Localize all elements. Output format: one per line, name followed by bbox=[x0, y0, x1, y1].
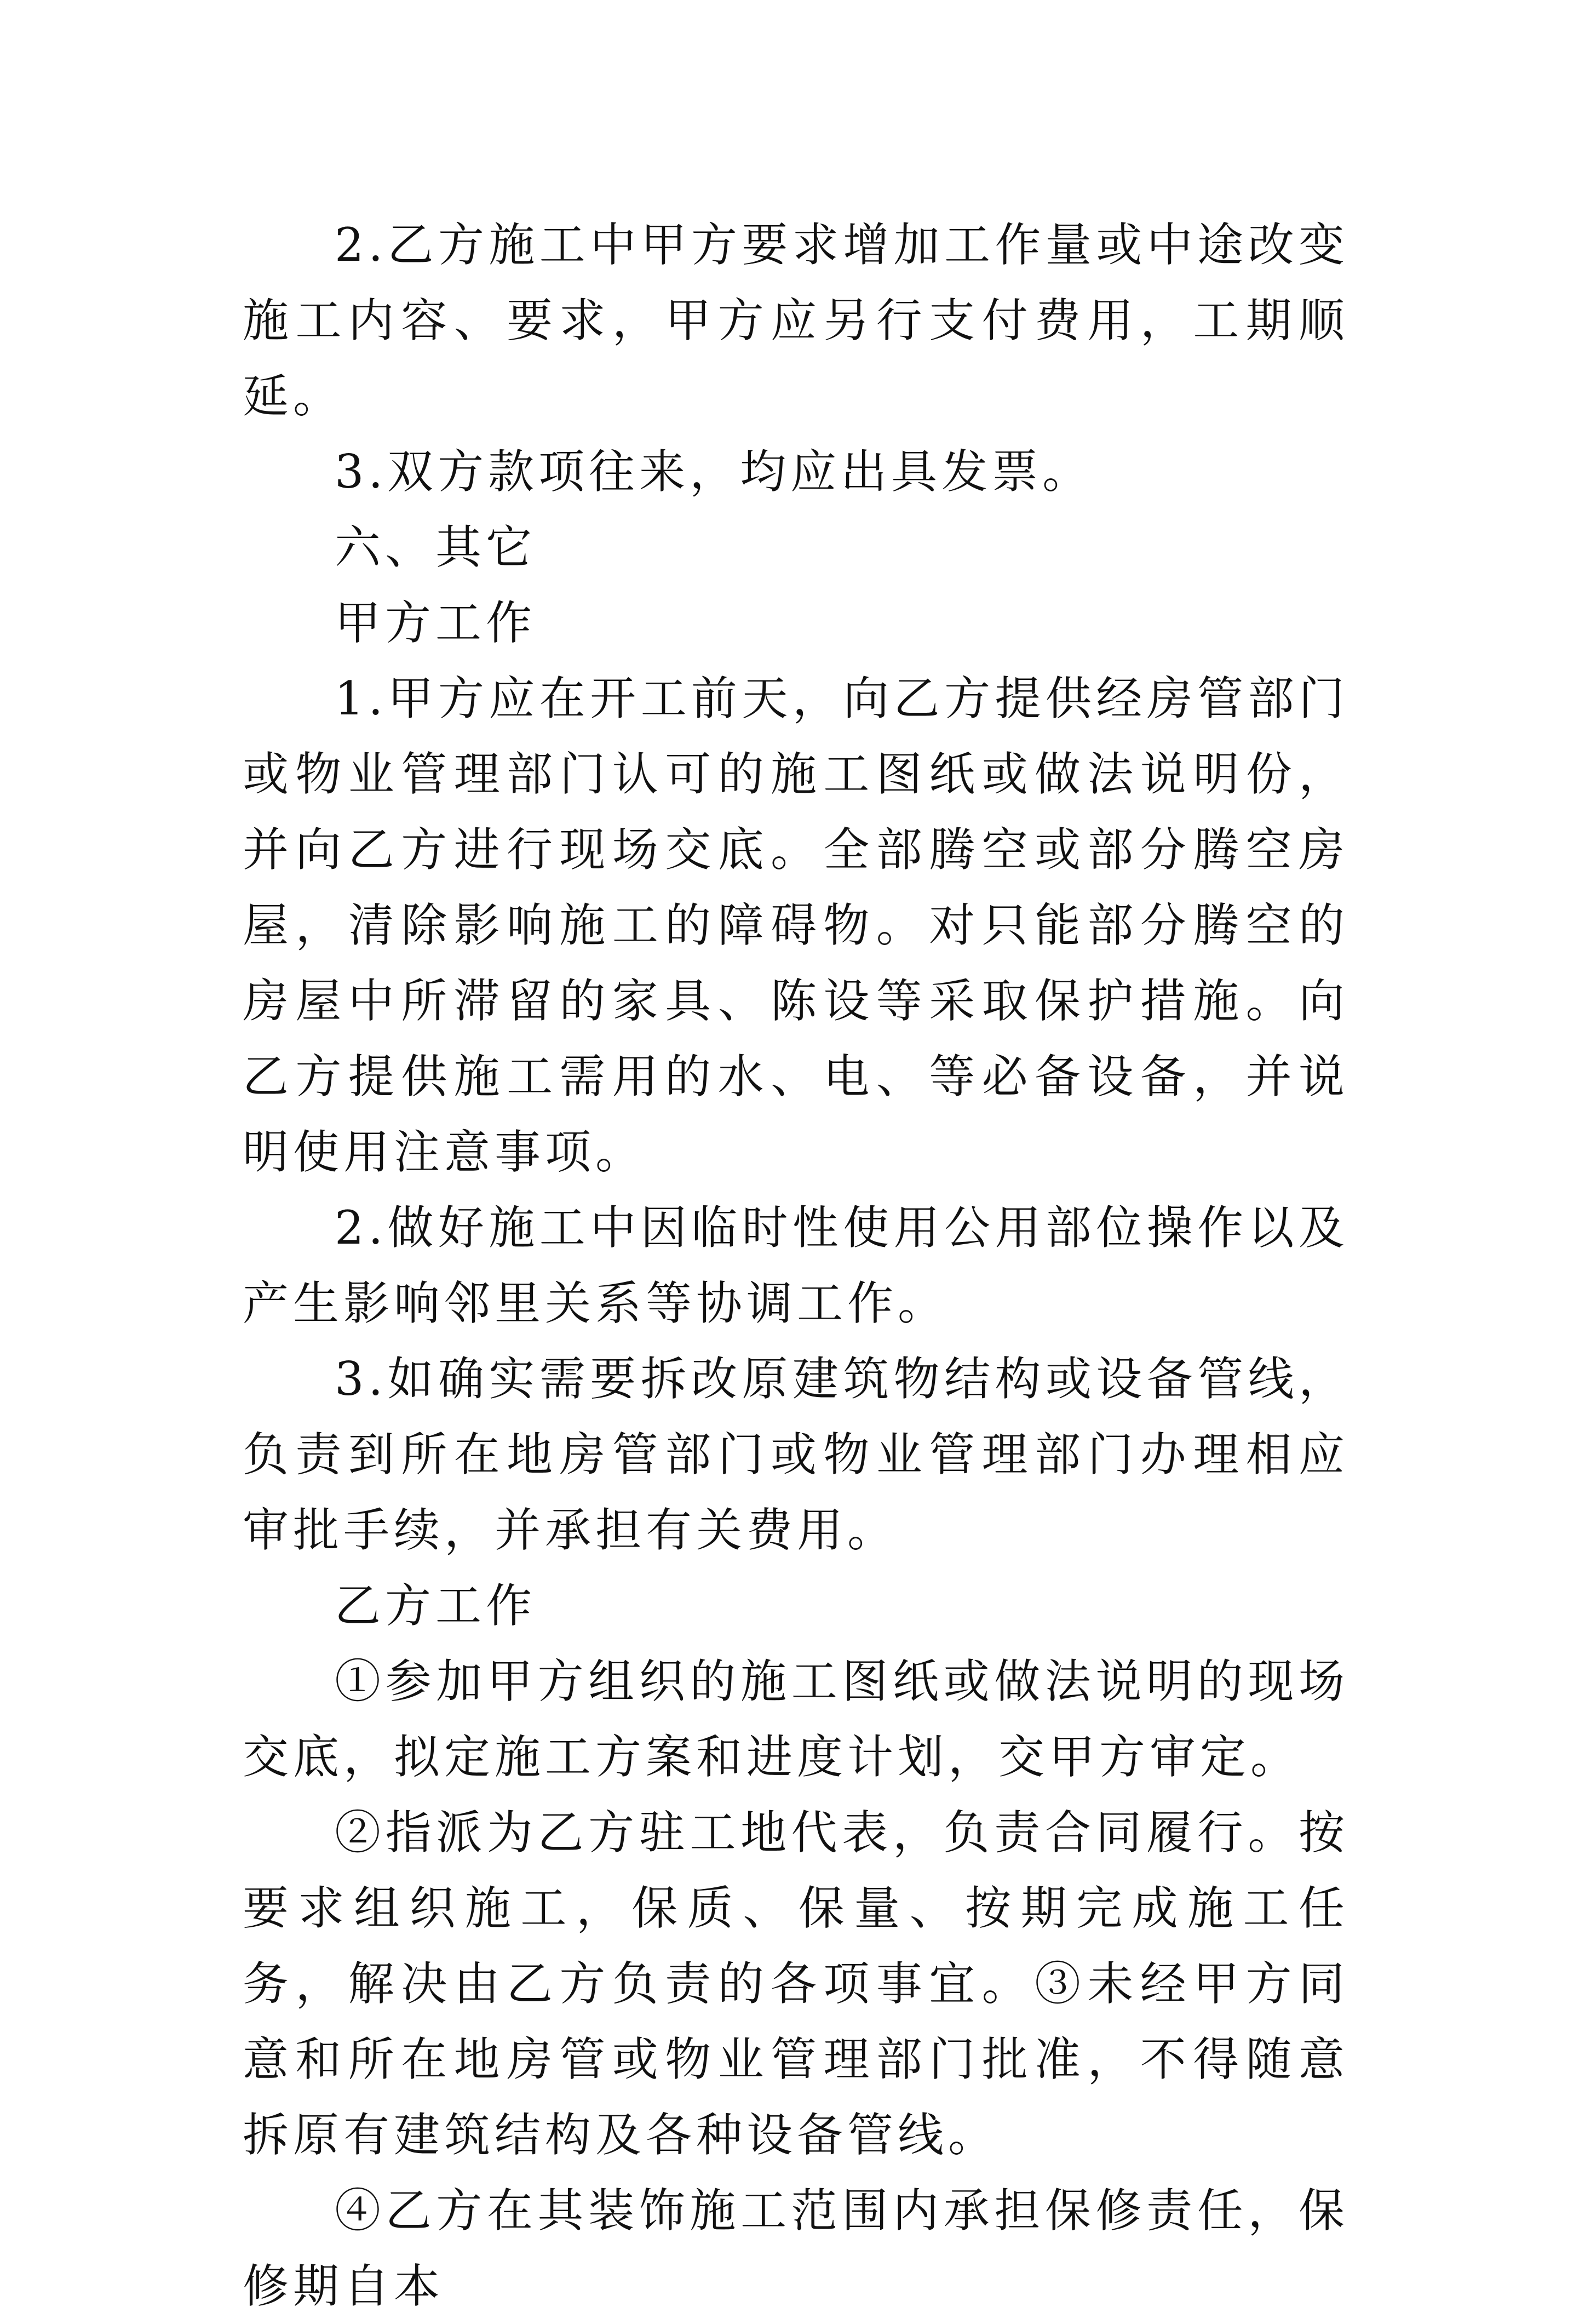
paragraph-party-b-item-2-3: ②指派为乙方驻工地代表，负责合同履行。按要求组织施工，保质、保量、按期完成施工任务，解决由乙方负责的各项事宜。③未经甲方同意和所在地房管或物业管理部门批准，不得随意拆原有建筑结构及各种设备管线。 bbox=[243, 1806, 1349, 2162]
paragraph-invoices: 3.双方款项往来，均应出具发票。 bbox=[335, 445, 1093, 499]
subheading-party-b-work: 乙方工作 bbox=[335, 1579, 537, 1633]
paragraph-payment-extra-work: 2.乙方施工中甲方要求增加工作量或中途改变施工内容、要求，甲方应另行支付费用，工期顺延。 bbox=[243, 218, 1349, 423]
paragraph-party-b-item-1: ①参加甲方组织的施工图纸或做法说明的现场交底，拟定施工方案和进度计划，交甲方审定。 bbox=[243, 1655, 1349, 1784]
paragraph-party-a-item-1: 1.甲方应在开工前天，向乙方提供经房管部门或物业管理部门认可的施工图纸或做法说明份，并向乙方进行现场交底。全部腾空或部分腾空房屋，清除影响施工的障碍物。对只能部分腾空的房屋中所滞留的家具、陈设等采取保护措施。向乙方提供施工需用的水、电、等必备设备，并说明使用注意事项。 bbox=[243, 672, 1349, 1179]
document-body bbox=[243, 207, 1349, 2324]
paragraph-party-a-item-2: 2.做好施工中因临时性使用公用部位操作以及产生影响邻里关系等协调工作。 bbox=[243, 1201, 1349, 1330]
subheading-party-a-work: 甲方工作 bbox=[335, 596, 537, 650]
paragraph-party-a-item-3: 3.如确实需要拆改原建筑物结构或设备管线，负责到所在地房管部门或物业管理部门办理相应审批手续，并承担有关费用。 bbox=[243, 1352, 1349, 1557]
paragraph-party-b-item-4: ④乙方在其装饰施工范围内承担保修责任，保修期自本 bbox=[243, 2184, 1349, 2313]
section-heading-other: 六、其它 bbox=[335, 520, 537, 574]
